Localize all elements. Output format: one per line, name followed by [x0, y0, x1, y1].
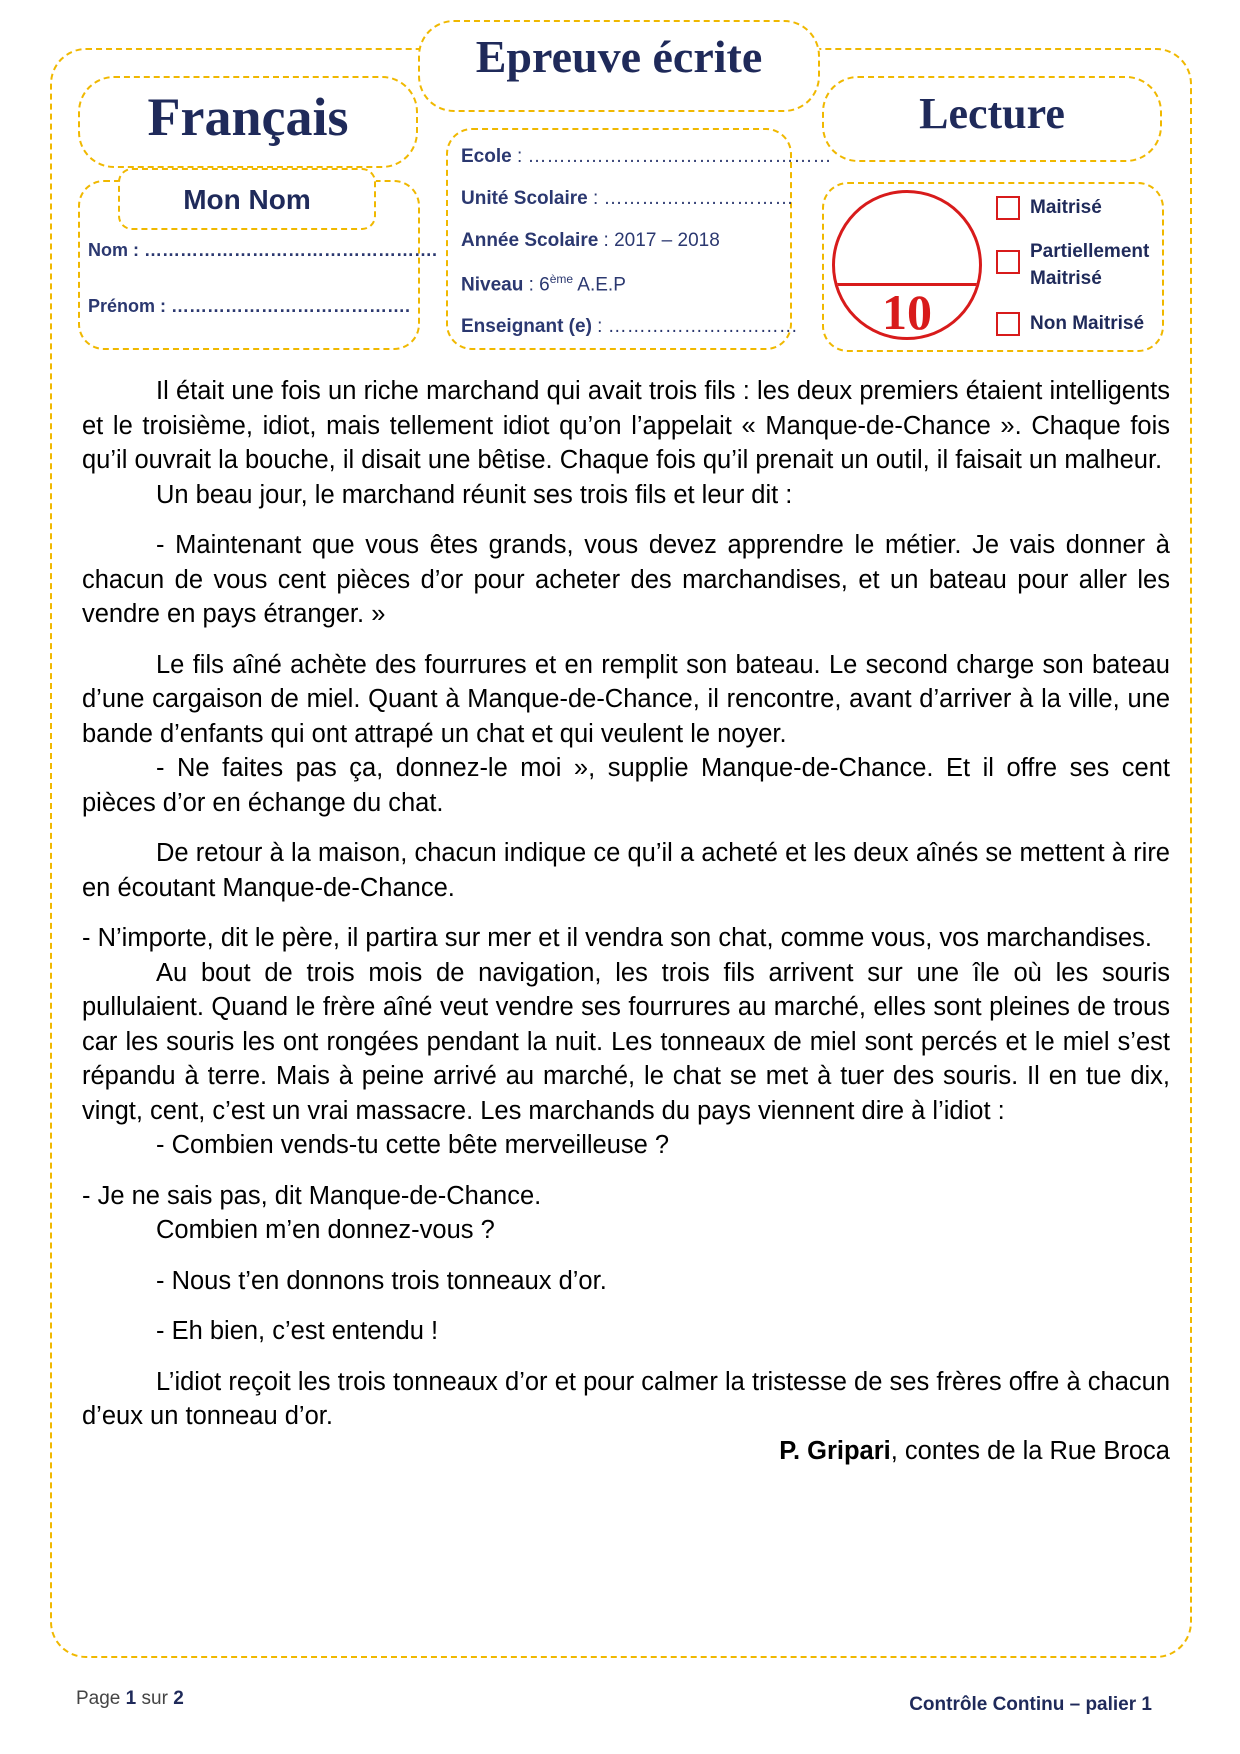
niveau-field: Niveau : 6ème A.E.P [461, 272, 626, 296]
enseignant-field[interactable]: Enseignant (e) : ………………………… [461, 316, 798, 337]
unite-field[interactable]: Unité Scolaire : ………………………… [461, 188, 794, 209]
score-value: 10 [882, 284, 932, 340]
story-paragraph: - Eh bien, c’est entendu ! [156, 1317, 439, 1345]
checkbox-partiellement[interactable] [996, 250, 1020, 274]
page-number: Page 1 sur 2 [76, 1688, 184, 1709]
subject-title: Français [147, 87, 349, 147]
prenom-field[interactable]: Prénom : …………………………………. [88, 296, 411, 316]
nom-field[interactable]: Nom : …………………………………………. [88, 240, 437, 260]
story-attribution: P. Gripari, contes de la Rue Broca [779, 1436, 1170, 1465]
story-paragraph: Un beau jour, le marchand réunit ses trois fils et leur dit : [156, 480, 793, 509]
story-paragraph: - Nous t’en donnons trois tonneaux d’or. [156, 1266, 607, 1295]
story-paragraph: - N’importe, dit le père, il partira sur mer et il vendra son chat, comme vous, vos marchandises. [82, 924, 1152, 952]
exam-title-box [418, 20, 820, 112]
name-box-title: Mon Nom [183, 184, 311, 215]
control-label: Contrôle Continu – palier 1 [909, 1694, 1152, 1715]
ecole-field[interactable]: Ecole : ………………………………………… [461, 146, 832, 167]
exam-title: Epreuve écrite [475, 31, 763, 82]
option-maitrise[interactable]: Maitrisé [996, 194, 1102, 221]
story-paragraph: Au bout de trois mois de navigation, les trois fils arrivent sur une île où les souris pullulaient. Quand le frère aîné veut vendre ses fourrures au marché, elles sont pleines de trous car les souris les ont rongées pendant la nuit. Les tonneaux de miel sont percés et le miel s’est répandu à terre. Mais à peine arrivé au marché, le chat se met à tuer des souris. Il en tue dix, vingt, cent, c’est un vrai massacre. Les marchands du pays viennent dire à l’idiot : [82, 958, 1170, 1125]
story-text [82, 374, 1170, 1468]
story-paragraph: - Combien vends-tu cette bête merveilleuse ? [156, 1131, 670, 1159]
story-paragraph: De retour à la maison, chacun indique ce qu’il a acheté et les deux aînés se mettent à rire en écoutant Manque-de-Chance. [82, 839, 1170, 902]
checkbox-non-maitrise[interactable] [996, 312, 1020, 336]
story-paragraph: Le fils aîné achète des fourrures et en remplit son bateau. Le second charge son bateau d’une cargaison de miel. Quant à Manque-de-Chance, il rencontre, avant d’arriver à la ville, une bande d’enfants qui ont attrapé un chat et qui veulent le noyer. [82, 650, 1170, 748]
story-paragraph: L’idiot reçoit les trois tonneaux d’or et pour calmer la tristesse de ses frères offre à chacun d’eux un tonneau d’or. [82, 1367, 1170, 1430]
story-paragraph: - Je ne sais pas, dit Manque-de-Chance. [82, 1181, 542, 1210]
domain-title: Lecture [919, 89, 1065, 138]
domain-box [822, 76, 1162, 162]
story-paragraph: Combien m’en donnez-vous ? [156, 1216, 495, 1244]
story-paragraph: - Ne faites pas ça, donnez-le moi », supplie Manque-de-Chance. Et il offre ses cent pièces d’or en échange du chat. [82, 754, 1170, 817]
annee-field: Année Scolaire : 2017 – 2018 [461, 230, 720, 251]
subject-box [78, 76, 418, 168]
option-non-maitrise[interactable]: Non Maitrisé [996, 310, 1144, 337]
checkbox-maitrise[interactable] [996, 196, 1020, 220]
story-paragraph: - Maintenant que vous êtes grands, vous devez apprendre le métier. Je vais donner à chacun de vous cent pièces d’or pour acheter des marchandises, et un bateau pour aller les vendre en pays étranger. » [82, 531, 1170, 628]
story-paragraph: Il était une fois un riche marchand qui avait trois fils : les deux premiers étaient intelligents et le troisième, idiot, mais tellement idiot qu’on l’appelait « Manque-de-Chance ». Chaque fois qu’il ouvrait la bouche, il disait une bêtise. Chaque fois qu’il prenait un outil, il faisait un malheur. [82, 377, 1170, 474]
option-partiellement[interactable]: Partiellement Maitrisé [996, 238, 1170, 292]
score-circle [832, 190, 982, 340]
name-box-header [118, 168, 376, 230]
